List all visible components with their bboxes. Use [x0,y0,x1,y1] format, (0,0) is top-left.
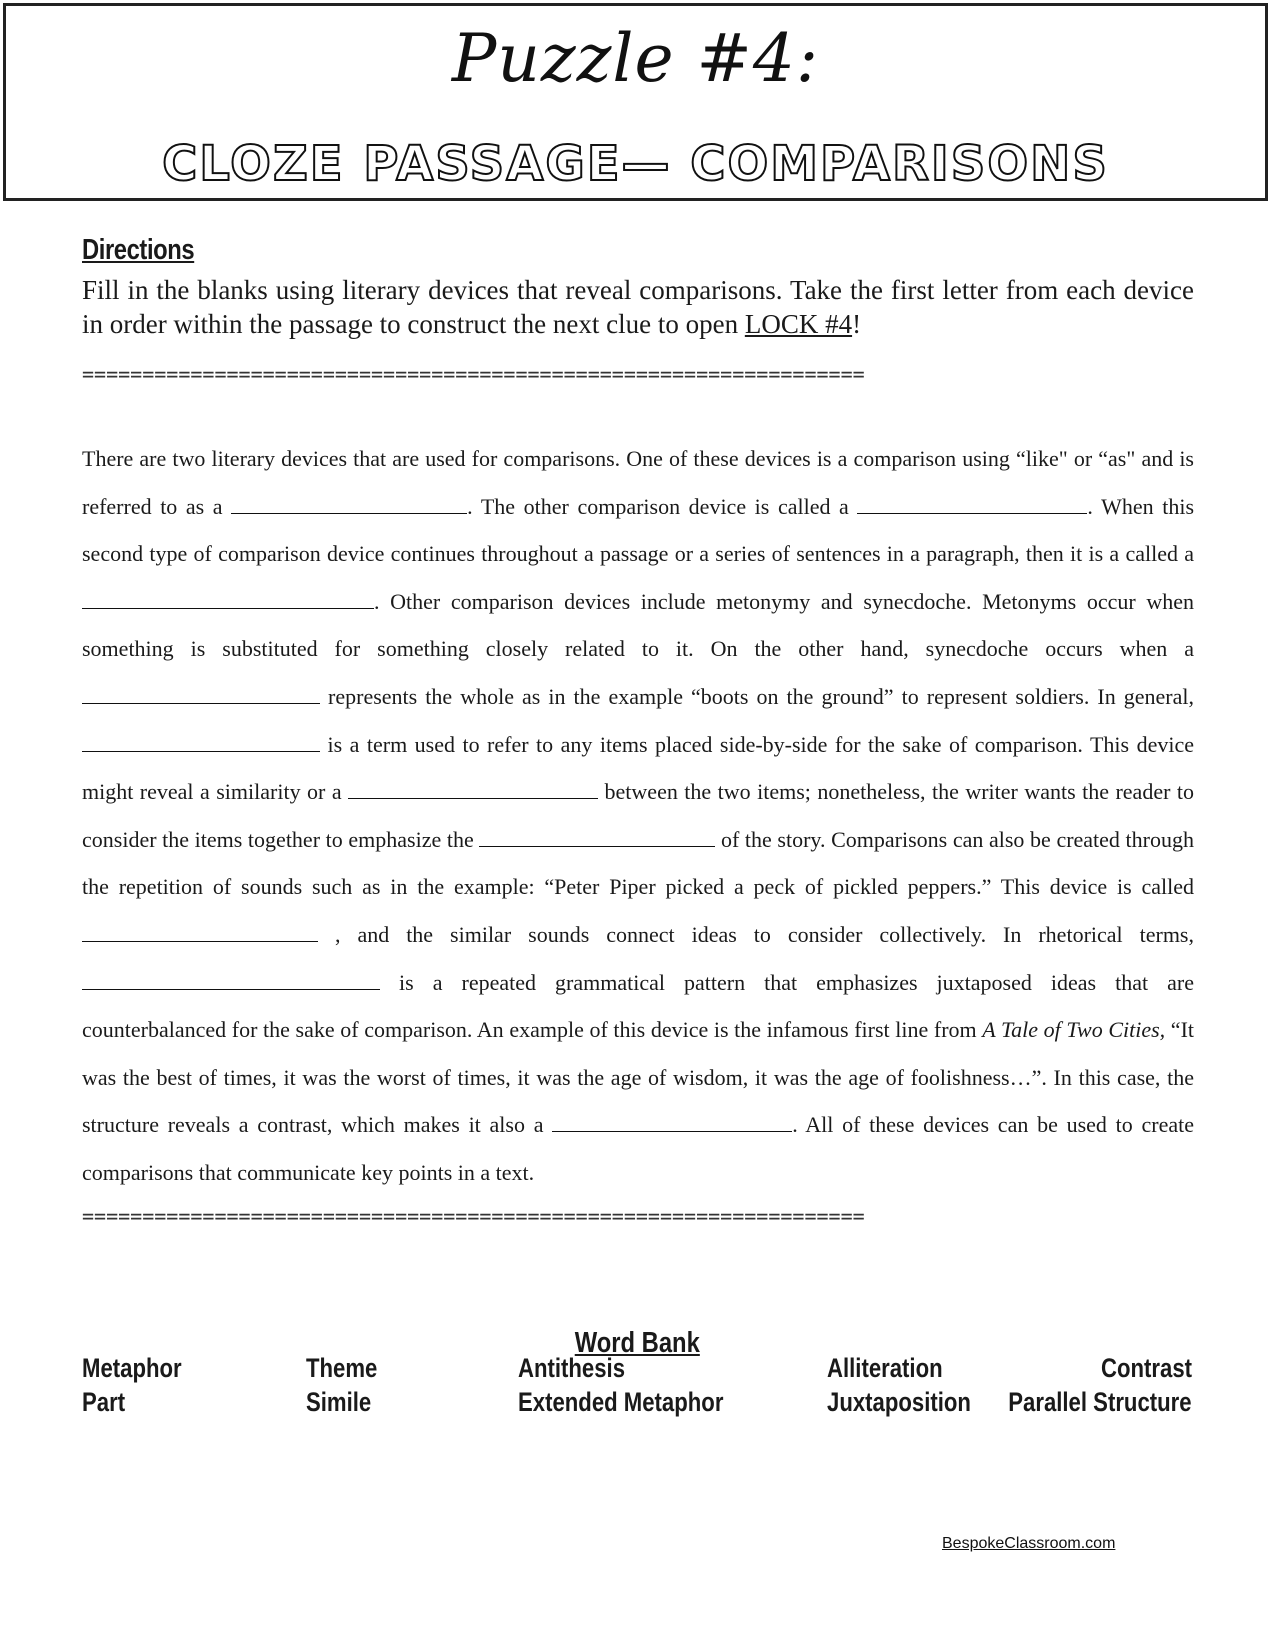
title-box [3,3,1268,201]
word-bank-heading: Word Bank [574,1327,701,1359]
puzzle-number-title: Puzzle #4: [451,20,820,97]
lock-label: LOCK #4 [744,309,853,339]
blank-2[interactable] [857,493,1087,514]
word-bank-item: Juxtaposition [827,1387,971,1417]
book-title: A Tale of Two Cities, [982,1017,1166,1043]
passage-text: represents the whole as in the example “boots on the ground” to represent soldiers. In general, [320,683,1194,709]
word-bank-item: Contrast [1100,1353,1192,1383]
passage-text: There are two literary devices that are used for comparisons. One of these devices is a comparison using “like" or “as" and is referred to as a [82,446,1194,519]
passage-text: . Other comparison devices include metonymy and synecdoche. Metonyms occur when something is substituted for something closely related to it. On the other hand, synecdoche occurs when a [82,588,1194,662]
word-bank-item: Part [82,1387,126,1417]
word-bank-item: Theme [306,1353,378,1383]
blank-3[interactable] [82,588,374,609]
passage-text: “It was the best of times, it was the worst of times, it was the age of wisdom, it was the age of foolishness…”. In this case, the structure reveals a contrast, which makes it also a [82,1017,1195,1138]
passage-text: between the two items; nonetheless, the writer wants the reader to consider the items together to emphasize the [82,779,1194,852]
passage-text: , and the similar sounds connect ideas to consider collectively. In rhetorical terms, [318,921,1194,947]
directions-end: ! [852,309,862,339]
blank-6[interactable] [348,778,598,799]
bottom-divider: ================================================================= [82,1204,865,1228]
passage-text: is a repeated grammatical pattern that emphasizes juxtaposed ideas that are counterbalanced for the sake of comparison. An example of this device is the infamous first line from [82,969,1194,1043]
directions-text [82,273,1194,341]
word-bank-item: Alliteration [827,1353,943,1383]
word-bank-item: Simile [306,1387,372,1417]
worksheet-title: CLOZE PASSAGE— COMPARISONS [162,136,1109,192]
passage-text: . The other comparison device is called a [467,493,858,519]
passage-text: . When this second type of comparison device continues throughout a passage or a series of sentences in a paragraph, then it is a called a [82,493,1195,567]
word-bank-item: Extended Metaphor [518,1387,724,1417]
passage-text: is a term used to refer to any items placed side-by-side for the sake of comparison. This device might reveal a similarity or a [82,731,1194,805]
directions-body: Fill in the blanks using literary devices that reveal comparisons. Take the first letter from each device in order within the passage to construct the next clue to open [82,275,1194,339]
blank-8[interactable] [82,921,318,942]
footer-site-link[interactable]: BespokeClassroom.com [942,1535,1116,1552]
passage-text: of the story. Comparisons can also be created through the repetition of sounds such as in the example: “Peter Piper picked a peck of pickled peppers.” This device is called [82,826,1194,900]
blank-5[interactable] [82,731,320,752]
top-divider: ================================================================= [82,362,865,386]
cloze-passage [82,435,1194,1197]
blank-9[interactable] [82,969,380,990]
passage-text: . All of these devices can be used to create comparisons that communicate key points in a text. [82,1112,1194,1185]
word-bank-item: Antithesis [518,1353,626,1383]
blank-7[interactable] [479,826,715,847]
blank-1[interactable] [231,493,467,514]
word-bank-item: Parallel Structure [1008,1387,1192,1417]
word-bank-item: Metaphor [82,1353,182,1383]
blank-10[interactable] [552,1111,792,1132]
directions-heading: Directions [82,234,195,266]
blank-4[interactable] [82,683,320,704]
